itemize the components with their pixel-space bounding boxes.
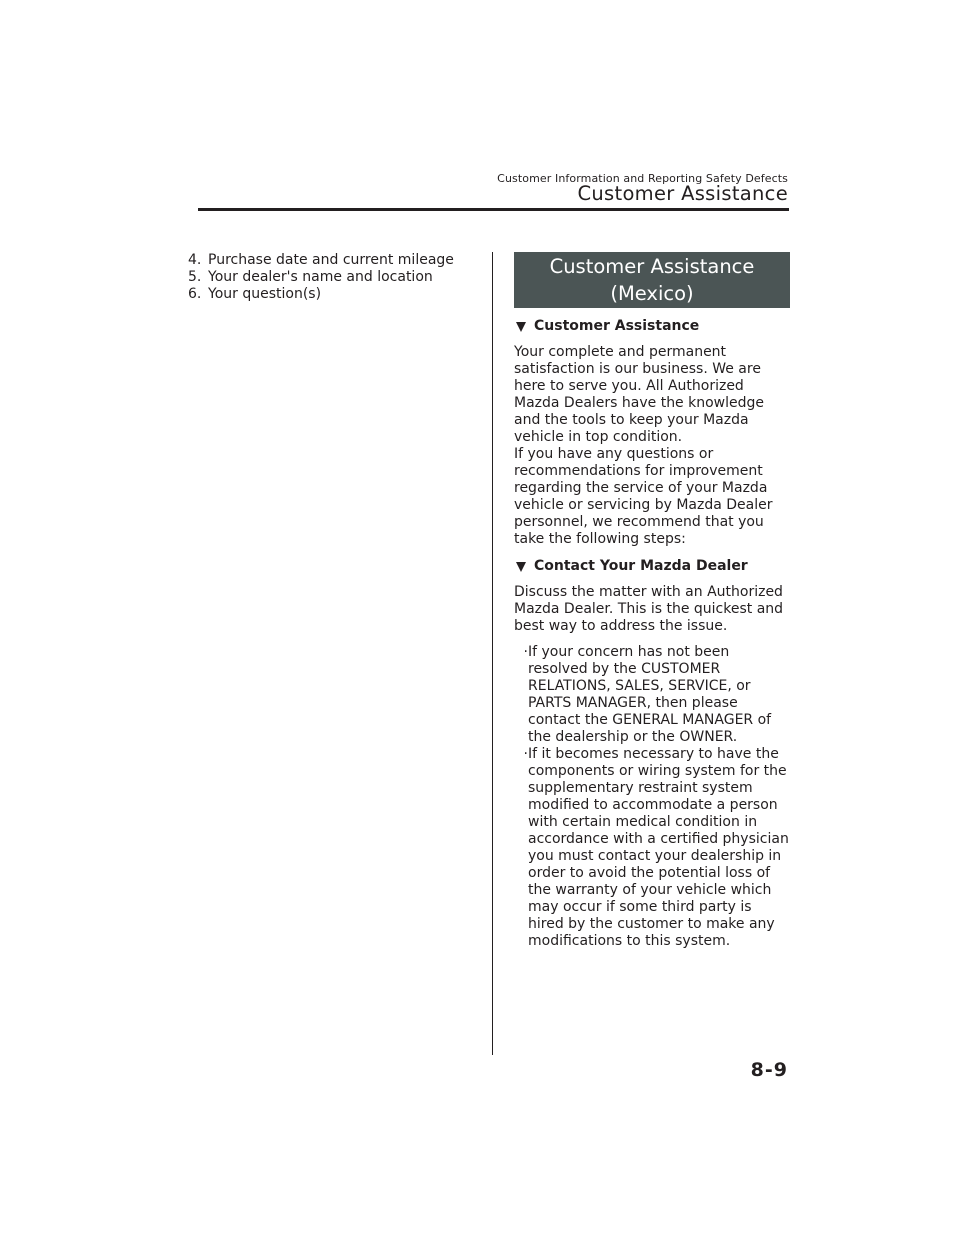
right-column bbox=[514, 252, 790, 950]
list-item-number: 5. bbox=[188, 269, 202, 285]
subheading-customer-assistance bbox=[514, 318, 790, 335]
bullet-list bbox=[514, 644, 790, 950]
list-item-number: 4. bbox=[188, 252, 202, 268]
page-number: 8-9 bbox=[750, 1059, 788, 1081]
paragraph: If you have any questions or recommendations for improvement regarding the service of your Mazda vehicle or servicing by Mazda Dealer personnel, we recommend that you take the following steps: bbox=[514, 446, 773, 547]
bullet-text: If your concern has not been resolved by the CUSTOMER RELATIONS, SALES, SERVICE, or PARTS MANAGER, then please contact the GENERAL MANAGER of the dealership or the OWNER. bbox=[528, 644, 772, 745]
subheading-text: Contact Your Mazda Dealer bbox=[534, 558, 748, 574]
triangle-down-icon bbox=[516, 322, 526, 332]
bullet-text: If it becomes necessary to have the components or wiring system for the supplementary restraint system modified to accommodate a person with certain medical condition in accordance with a certified physician you must contact your dealership in order to avoid the potential loss of the warranty of your vehicle which may occur if some third party is hired by the customer to make any modifications to this system. bbox=[528, 746, 789, 949]
section-heading-line1: Customer Assistance bbox=[549, 255, 755, 278]
bullet-dot-icon: · bbox=[523, 644, 528, 660]
list-item bbox=[188, 269, 478, 286]
bullet-item bbox=[514, 644, 790, 746]
left-column bbox=[188, 252, 478, 303]
subheading-contact-dealer bbox=[514, 558, 790, 575]
subheading-text: Customer Assistance bbox=[534, 318, 700, 334]
list-item-text: Your dealer's name and location bbox=[208, 269, 433, 285]
chapter-title: Customer Information and Reporting Safety Defects bbox=[497, 172, 788, 185]
list-item-text: Your question(s) bbox=[208, 286, 322, 302]
section-title: Customer Assistance bbox=[577, 182, 788, 205]
list-item-text: Purchase date and current mileage bbox=[208, 252, 454, 268]
paragraph: Discuss the matter with an Authorized Mazda Dealer. This is the quickest and best way to address the issue. bbox=[514, 584, 784, 634]
bullet-dot-icon: · bbox=[523, 746, 528, 762]
list-item bbox=[188, 252, 478, 269]
bullet-item bbox=[514, 746, 790, 950]
column-divider bbox=[492, 252, 493, 1055]
triangle-down-icon bbox=[516, 562, 526, 572]
paragraph: Your complete and permanent satisfaction is our business. We are here to serve you. All Authorized Mazda Dealers have the knowledge and the tools to keep your Mazda vehicle in top condition. bbox=[514, 344, 765, 445]
list-item bbox=[188, 286, 478, 303]
section-heading-line2: (Mexico) bbox=[610, 282, 694, 305]
list-item-number: 6. bbox=[188, 286, 202, 302]
header-rule bbox=[198, 208, 789, 211]
section-heading-box bbox=[514, 252, 790, 308]
